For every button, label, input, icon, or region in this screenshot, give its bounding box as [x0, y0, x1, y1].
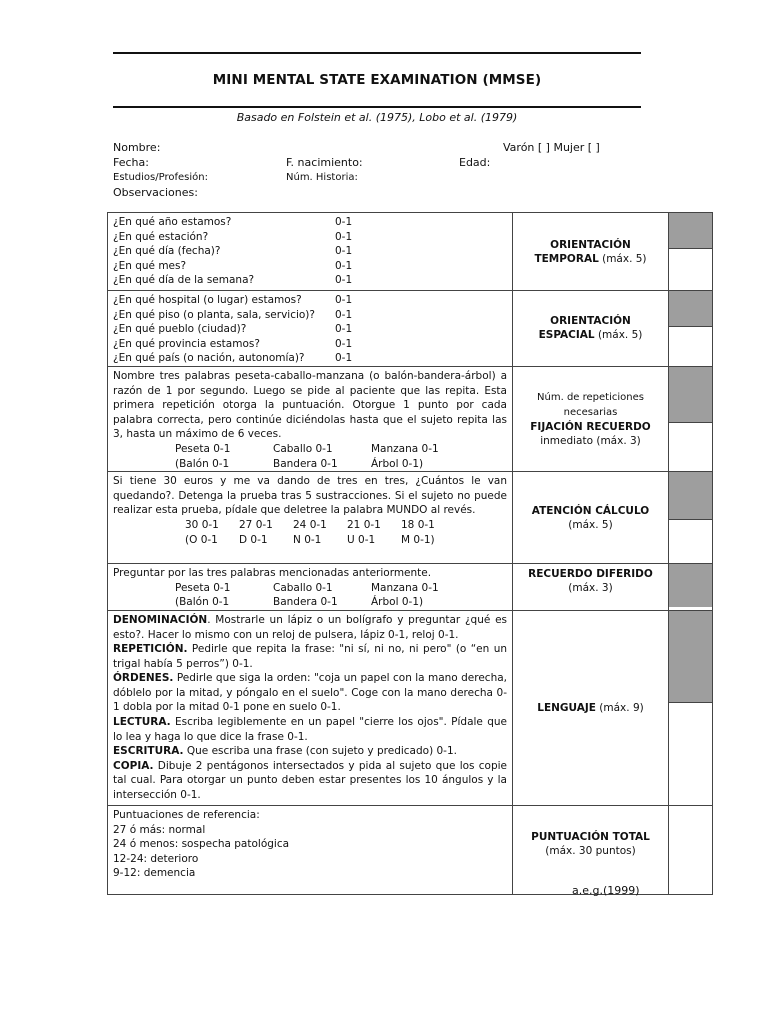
lenguaje-escritura: ESCRITURA. Que escriba una frase (con sujeto y predicado) 0-1.: [113, 745, 457, 758]
question-row: ¿En qué piso (o planta, sala, servicio)? 0-1: [113, 308, 353, 321]
temporal-questions: [108, 213, 513, 291]
question-row: ¿En qué pueblo (ciudad)? 0-1: [113, 323, 353, 336]
fijacion-alt-words-row: (Balón 0-1 Bandera 0-1 Árbol 0-1): [175, 457, 424, 470]
fijacion-instructions: [108, 366, 513, 471]
question-row: ¿En qué día de la semana? 0-1: [113, 274, 353, 287]
section-recuerdo-diferido: [108, 564, 713, 611]
atencion-text: Si tiene 30 euros y me va dando de tres en tres, ¿Cuántos le van quedando?. Detenga la prueba tras 5 sustracciones. Si el sujeto no puede realizar esta prueba, pídale que deletree la palabra MUNDO al revés.: [113, 475, 507, 517]
question-row: ¿En qué hospital (o lugar) estamos? 0-1: [113, 294, 353, 306]
diferido-instructions: [108, 564, 513, 611]
category-lenguaje: LENGUAJE (máx. 9): [513, 610, 669, 805]
field-nombre: Nombre:: [113, 141, 161, 154]
question-row: ¿En qué estación? 0-1: [113, 230, 353, 243]
top-rule: [113, 52, 641, 54]
diferido-words-row: Peseta 0-1 Caballo 0-1 Manzana 0-1: [175, 581, 439, 594]
field-observaciones: Observaciones:: [113, 186, 198, 199]
category-recuerdo-diferido: RECUERDO DIFERIDO (máx. 3): [513, 564, 669, 611]
category-orientacion-espacial: ORIENTACIÓN ESPACIAL (máx. 5): [513, 291, 669, 367]
fijacion-text: Nombre tres palabras peseta-caballo-manzana (o balón-bandera-árbol) a razón de 1 por segundo. Luego se pide al paciente que las repita. Esta primera repetición otorga la puntuación. Otorgue 1 punto por cada palabra correcta, pero continúe diciéndolas hasta que el sujeto repita las 3, hasta un máximo de 6 veces.: [113, 369, 507, 441]
lenguaje-instructions: [108, 610, 513, 805]
footer-credit: a.e.g.(1999): [572, 884, 640, 897]
score-box-lenguaje[interactable]: [669, 610, 713, 805]
lenguaje-lectura: LECTURA. Escriba legiblemente en un papel "cierre los ojos". Pídale que lo lea y haga lo que dice la frase 0-1.: [113, 716, 507, 743]
atencion-numbers-row: 30 0-1 27 0-1 24 0-1 21 0-1 18 0-1: [185, 518, 435, 531]
reference-line: 24 ó menos: sospecha patológica: [113, 838, 290, 851]
section-puntuacion-total: [108, 805, 713, 894]
score-box-espacial[interactable]: [669, 291, 713, 367]
reference-line: 9-12: demencia: [113, 867, 196, 880]
section-atencion-calculo: [108, 472, 713, 564]
field-estudios: Estudios/Profesión:: [113, 172, 208, 183]
atencion-instructions: [108, 472, 513, 564]
question-row: ¿En qué mes? 0-1: [113, 259, 353, 272]
category-fijacion-recuerdo: Núm. de repeticiones necesarias FIJACIÓN RECUERDO inmediato (máx. 3): [513, 366, 669, 471]
category-puntuacion-total: PUNTUACIÓN TOTAL (máx. 30 puntos): [513, 805, 669, 894]
score-box-diferido[interactable]: [669, 564, 713, 611]
diferido-alt-words-row: (Balón 0-1 Bandera 0-1 Árbol 0-1): [175, 596, 424, 609]
page-title: MINI MENTAL STATE EXAMINATION (MMSE): [212, 72, 542, 88]
page-subtitle: Basado en Folstein et al. (1975), Lobo et al. (1979): [236, 111, 518, 124]
reference-line: 27 ó más: normal: [113, 823, 206, 836]
fijacion-words-row: Peseta 0-1 Caballo 0-1 Manzana 0-1: [175, 442, 439, 455]
lenguaje-repeticion: REPETICIÓN. Pedirle que repita la frase: "ni sí, ni no, ni pero" (o “en un trigal había 5 perros”) 0-1.: [113, 643, 507, 670]
question-row: ¿En qué provincia estamos? 0-1: [113, 337, 353, 350]
score-box-temporal[interactable]: [669, 213, 713, 291]
lenguaje-ordenes: ÓRDENES. Pedirle que siga la orden: "coja un papel con la mano derecha, dóblelo por la mitad, y póngalo en el suelo". Coge con la mano derecha 0-1 dobla por la mitad 0-1 pone en suelo 0-1.: [113, 672, 507, 714]
field-fecha: Fecha:: [113, 156, 149, 169]
score-box-total[interactable]: [669, 805, 713, 894]
reference-line: 12-24: deterioro: [113, 852, 199, 865]
section-lenguaje: [108, 610, 713, 805]
atencion-letters-row: (O 0-1 D 0-1 N 0-1 U 0-1 M 0-1): [185, 533, 435, 546]
question-row: ¿En qué país (o nación, autonomía)? 0-1: [113, 352, 353, 365]
score-box-fijacion[interactable]: [669, 366, 713, 471]
question-row: ¿En qué día (fecha)? 0-1: [113, 245, 353, 258]
score-box-atencion[interactable]: [669, 472, 713, 564]
lenguaje-denominacion: DENOMINACIÓN. Mostrarle un lápiz o un bolígrafo y preguntar ¿qué es esto?. Hacer lo mismo con un reloj de pulsera, lápiz 0-1, reloj 0-1.: [113, 613, 507, 641]
category-orientacion-temporal: ORIENTACIÓN TEMPORAL (máx. 5): [513, 213, 669, 291]
title-rule: [113, 106, 641, 108]
category-atencion-calculo: ATENCIÓN CÁLCULO (máx. 5): [513, 472, 669, 564]
section-orientacion-temporal: [108, 213, 713, 291]
mmse-table: [107, 212, 713, 895]
field-historia: Núm. Historia:: [286, 172, 358, 183]
field-sexo: Varón [ ] Mujer [ ]: [503, 141, 600, 154]
field-edad: Edad:: [459, 156, 491, 169]
section-fijacion-recuerdo: [108, 366, 713, 471]
espacial-questions: [108, 291, 513, 367]
question-row: ¿En qué año estamos? 0-1: [113, 216, 353, 228]
reference-line: Puntuaciones de referencia:: [113, 808, 260, 821]
lenguaje-copia: COPIA. Dibuje 2 pentágonos intersectados y pida al sujeto que los copie tal cual. Para otorgar un punto deben estar presentes los 10 ángulos y la intersección 0-1.: [113, 759, 507, 802]
section-orientacion-espacial: [108, 291, 713, 367]
reference-scores: [108, 805, 513, 894]
field-nacimiento: F. nacimiento:: [286, 156, 363, 169]
diferido-text: Preguntar por las tres palabras mencionadas anteriormente.: [113, 567, 432, 580]
